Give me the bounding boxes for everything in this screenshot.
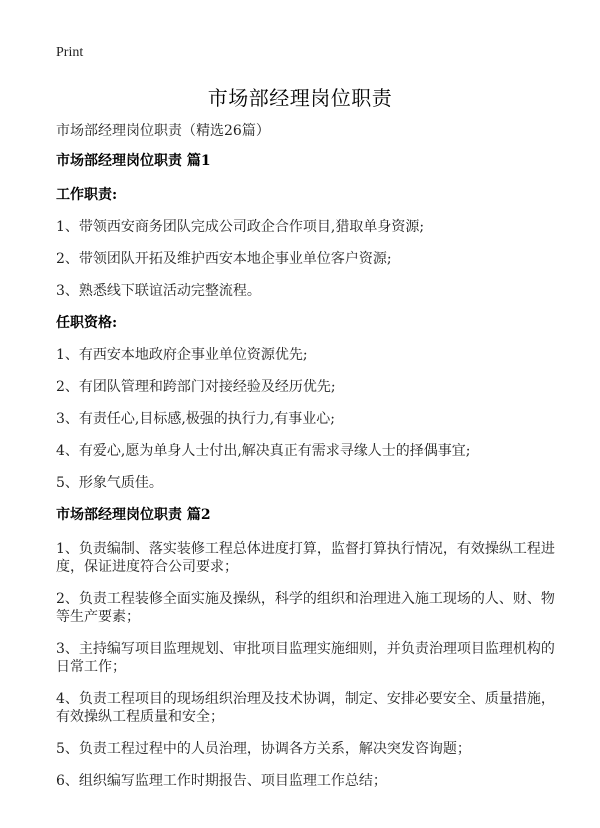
group-title-qualifications: 任职资格:	[56, 315, 118, 331]
list-item: 5、负责工程过程中的人员治理，协调各方关系，解决突发咨询题；	[56, 741, 471, 757]
list-item: 1、带领西安商务团队完成公司政企合作项目,猎取单身资源;	[56, 219, 425, 235]
document-content	[56, 152, 556, 804]
list-item: 3、主持编写项目监理规划、审批项目监理实施细则，并负责治理项目监理机构的日常工作；	[56, 641, 555, 675]
list-item: 1、负责编制、落实装修工程总体进度打算，监督打算执行情况，有效操纵工程进度，保证进度符合公司要求；	[56, 541, 555, 575]
list-item: 2、带领团队开拓及维护西安本地企事业单位客户资源;	[56, 251, 392, 267]
list-item: 1、有西安本地政府企事业单位资源优先;	[56, 347, 308, 363]
list-item: 3、熟悉线下联谊活动完整流程。	[56, 283, 261, 299]
list-item: 3、有责任心,目标感,极强的执行力,有事业心;	[56, 411, 335, 427]
print-label: Print	[56, 45, 84, 60]
document-subtitle: 市场部经理岗位职责（精选26篇）	[56, 123, 270, 139]
list-item: 6、组织编写监理工作时期报告、项目监理工作总结；	[56, 773, 387, 789]
section-heading: 市场部经理岗位职责 篇1	[56, 153, 211, 169]
list-item: 4、负责工程项目的现场组织治理及技术协调，制定、安排必要安全、质量措施，有效操纵工程质量和安全；	[56, 691, 555, 725]
section-heading: 市场部经理岗位职责 篇2	[56, 507, 211, 523]
list-item: 4、有爱心,愿为单身人士付出,解决真正有需求寻缘人士的择偶事宜;	[56, 443, 471, 459]
group-title-duties: 工作职责:	[56, 187, 118, 203]
list-item: 2、负责工程装修全面实施及操纵，科学的组织和治理进入施工现场的人、财、物等生产要素；	[56, 591, 555, 625]
list-item: 5、形象气质佳。	[56, 475, 163, 491]
list-item: 2、有团队管理和跨部门对接经验及经历优先;	[56, 379, 336, 395]
document-title: 市场部经理岗位职责	[207, 86, 393, 110]
